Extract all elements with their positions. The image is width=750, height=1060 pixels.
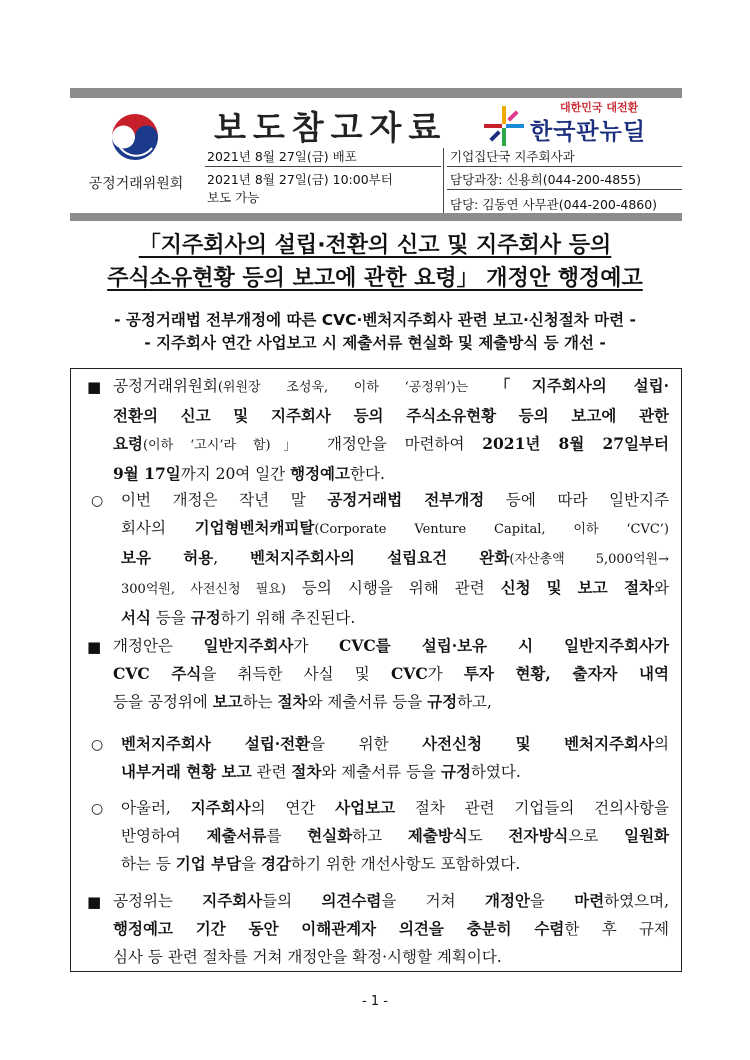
p2-bold: 기업형벤처캐피탈 <box>194 518 315 537</box>
p2-text: 하기 위해 추진된다. <box>220 609 356 627</box>
p3-bold: CVC <box>390 664 428 683</box>
p1-text: 한다. <box>350 465 385 483</box>
p6-text: 을 거쳐 <box>381 892 456 910</box>
main-title <box>40 229 710 295</box>
p2-text: 300억원, 사전신청 필요) <box>121 582 286 597</box>
p2-bold: 및 <box>546 578 562 597</box>
p1-text: 까지 20여 일간 <box>180 465 286 483</box>
p6-text: 을 <box>529 892 545 910</box>
p3-text: 가 <box>293 637 309 655</box>
p5-text: 으로 <box>568 827 599 845</box>
p2-text: 등의 시행을 위해 관련 <box>301 579 485 597</box>
p5-bold: 현실화 <box>307 826 353 845</box>
ftc-logo-block <box>70 100 202 212</box>
p1-bold: 2021년 8월 27일부터 <box>482 434 669 453</box>
p3-text: 개정안은 <box>113 637 173 655</box>
p6-text: 공정위는 <box>113 892 173 910</box>
press-title: 보도참고자료 <box>214 108 448 147</box>
p5-text: 절차 관련 기업들의 건의사항을 <box>414 799 670 817</box>
p4-bold: 벤처지주회사 설립·전환 <box>121 734 311 753</box>
p5-bold: 기업 부담 <box>175 854 242 873</box>
contact-info <box>447 148 682 214</box>
p2-text: 와 <box>654 579 670 597</box>
p1-text: 개정안을 마련하여 <box>326 435 465 453</box>
p2-text: , <box>213 549 219 567</box>
paragraph-4 <box>121 730 669 786</box>
p4-bold: 절차 <box>291 762 322 781</box>
release-date: 2021년 8월 27일(금) 배포 <box>205 148 441 167</box>
p2-bold: 서식 <box>121 608 151 627</box>
bullet-square: ■ <box>87 893 102 911</box>
p5-bold: 지주회사 <box>190 798 251 817</box>
p3-bold: 절차 <box>277 692 308 711</box>
p3-text: 을 취득한 사실 및 <box>201 665 370 683</box>
p3-bold: 일반지주회사 <box>203 636 294 655</box>
paragraph-6 <box>113 887 669 971</box>
p2-text: (Corporate Venture Capital, 이하 ‘CVC’) <box>314 522 669 537</box>
p4-text: 의 <box>653 735 669 753</box>
p2-bold: 공정거래법 전부개정 <box>327 490 485 509</box>
p1-text: (위원장 조성욱, 이하 ‘공정위’)는 <box>217 380 469 395</box>
p5-text: 을 <box>241 855 257 873</box>
p1-bold: 행정예고 <box>290 464 350 483</box>
manager: 담당과장: 신용희(044-200-4855) <box>447 171 682 190</box>
p6-text: 심사 등 관련 절차를 거쳐 개정안을 확정·시행할 계획이다. <box>113 948 502 966</box>
brand-name: 한국판뉴딜 <box>530 119 647 145</box>
p1-bold: 요령 <box>113 434 143 453</box>
p5-bold: 사업보고 <box>335 798 396 817</box>
title-line-1: 「지주회사의 설립·전환의 신고 및 지주회사 등의 <box>138 233 612 258</box>
subtitles <box>40 309 710 355</box>
p1-bold: 전환의 신고 및 지주회사 등의 주식소유현황 등의 보고에 관한 <box>113 406 669 425</box>
header-bottom-bar <box>70 213 682 221</box>
p3-bold: 보고 <box>212 692 243 711</box>
p3-text: 하는 <box>242 693 273 711</box>
p4-bold: 규정 <box>440 762 471 781</box>
p3-text: 하고, <box>457 693 492 711</box>
korean-new-deal-logo <box>480 98 680 150</box>
bullet-square: ■ <box>87 378 102 396</box>
p2-bold: 규정 <box>190 608 221 627</box>
paragraph-2 <box>121 486 669 632</box>
p5-bold: 제출방식 <box>407 826 468 845</box>
p5-text: 하고 <box>352 827 383 845</box>
p6-text: 들의 <box>262 892 293 910</box>
p3-bold: CVC 주식 <box>113 664 202 683</box>
bullet-circle: ○ <box>91 801 104 817</box>
p5-text: 의 연간 <box>250 799 316 817</box>
p6-bold: 개정안 <box>484 891 530 910</box>
p5-bold: 전자방식 <box>508 826 569 845</box>
p4-text: 을 위한 <box>310 735 389 753</box>
paragraph-5 <box>121 794 669 878</box>
p5-text: 아울러, <box>121 799 171 817</box>
p5-bold: 일원화 <box>624 826 670 845</box>
p4-text: 하였다. <box>470 763 521 781</box>
p5-text: 반영하여 <box>121 827 181 845</box>
p4-bold: 사전신청 <box>422 734 483 753</box>
p6-bold: 지주회사 <box>202 891 263 910</box>
department: 기업집단국 지주회사과 <box>447 148 682 167</box>
p2-bold: 벤처지주회사의 설립요건 완화 <box>250 548 510 567</box>
p4-bold: 벤처지주회사 <box>564 734 654 753</box>
p6-bold: 의견수렴 <box>321 891 382 910</box>
embargo-line-2: 보도 가능 <box>207 190 260 205</box>
p5-text: 를 <box>266 827 282 845</box>
p6-bold: 마련 <box>574 891 605 910</box>
p5-text: 하는 등 <box>121 855 171 873</box>
brand-tagline: 대한민국 대전환 <box>560 101 639 114</box>
new-deal-star-icon <box>482 104 526 148</box>
p6-bold: 행정예고 기간 동안 이해관계자 의견을 충분히 수렴 <box>113 919 565 938</box>
bullet-circle: ○ <box>91 737 104 753</box>
p2-text: 회사의 <box>121 519 166 537</box>
p3-text: 와 제출서류 등을 <box>307 693 423 711</box>
p5-text: 하기 위한 개선사항도 포함하였다. <box>290 855 521 873</box>
p1-bold: 9월 17일 <box>113 464 181 483</box>
bullet-circle: ○ <box>91 493 104 509</box>
release-info <box>205 148 441 207</box>
p4-bold: 내부거래 현황 보고 <box>121 762 252 781</box>
content-box <box>70 368 682 972</box>
p1-text: (이하 ‘고시’라 함)」 <box>142 438 310 453</box>
header-divider <box>443 148 444 213</box>
org-name: 공정거래위원회 <box>88 176 184 192</box>
p2-bold: 보고 절차 <box>577 578 655 597</box>
p2-bold: 신청 <box>500 578 531 597</box>
p2-text: (자산총액 5,000억원→ <box>509 552 669 567</box>
page-number: - 1 - <box>362 994 388 1009</box>
p6-text: 하였으며, <box>604 892 669 910</box>
p4-text: 와 제출서류 등을 <box>321 763 437 781</box>
subtitle-1: - 공정거래법 전부개정에 따른 CVC·벤처지주회사 관련 보고·신청절차 마련 - <box>114 311 636 329</box>
header-top-bar <box>70 88 682 98</box>
p4-text: 관련 <box>256 763 287 781</box>
p3-bold: 투자 현황, 출자자 내역 <box>463 664 670 683</box>
p2-text: 등에 따라 일반지주 <box>505 491 669 509</box>
p2-bold: 보유 허용 <box>121 548 214 567</box>
embargo-line-1: 2021년 8월 27일(금) 10:00부터 <box>207 172 393 187</box>
p3-text: 가 <box>427 665 443 683</box>
p1-bold: 「지주회사의 설립· <box>494 376 669 395</box>
subtitle-2: - 지주회사 연간 사업보고 시 제출서류 현실화 및 제출방식 등 개선 - <box>144 334 606 352</box>
p3-text: 등을 공정위에 <box>113 693 208 711</box>
p5-text: 도 <box>467 827 483 845</box>
p5-bold: 경감 <box>261 854 291 873</box>
taeguk-emblem-icon <box>108 110 162 164</box>
bullet-square: ■ <box>87 638 102 656</box>
p4-bold: 및 <box>515 734 531 753</box>
paragraph-1 <box>113 372 669 488</box>
p6-text: 한 후 규제 <box>564 920 669 938</box>
p3-bold: CVC를 설립·보유 시 일반지주회사가 <box>338 636 669 655</box>
title-line-2: 주식소유현황 등의 보고에 관한 요령」 개정안 행정예고 <box>107 266 643 291</box>
p3-bold: 규정 <box>427 692 458 711</box>
p2-text: 이번 개정은 작년 말 <box>121 491 306 509</box>
paragraph-3 <box>113 632 669 716</box>
p2-text: 등을 <box>155 609 186 627</box>
p1-text: 공정거래위원회 <box>113 377 218 395</box>
p5-bold: 제출서류 <box>206 826 267 845</box>
staff: 담당: 김동연 사무관(044-200-4860) <box>450 197 658 212</box>
